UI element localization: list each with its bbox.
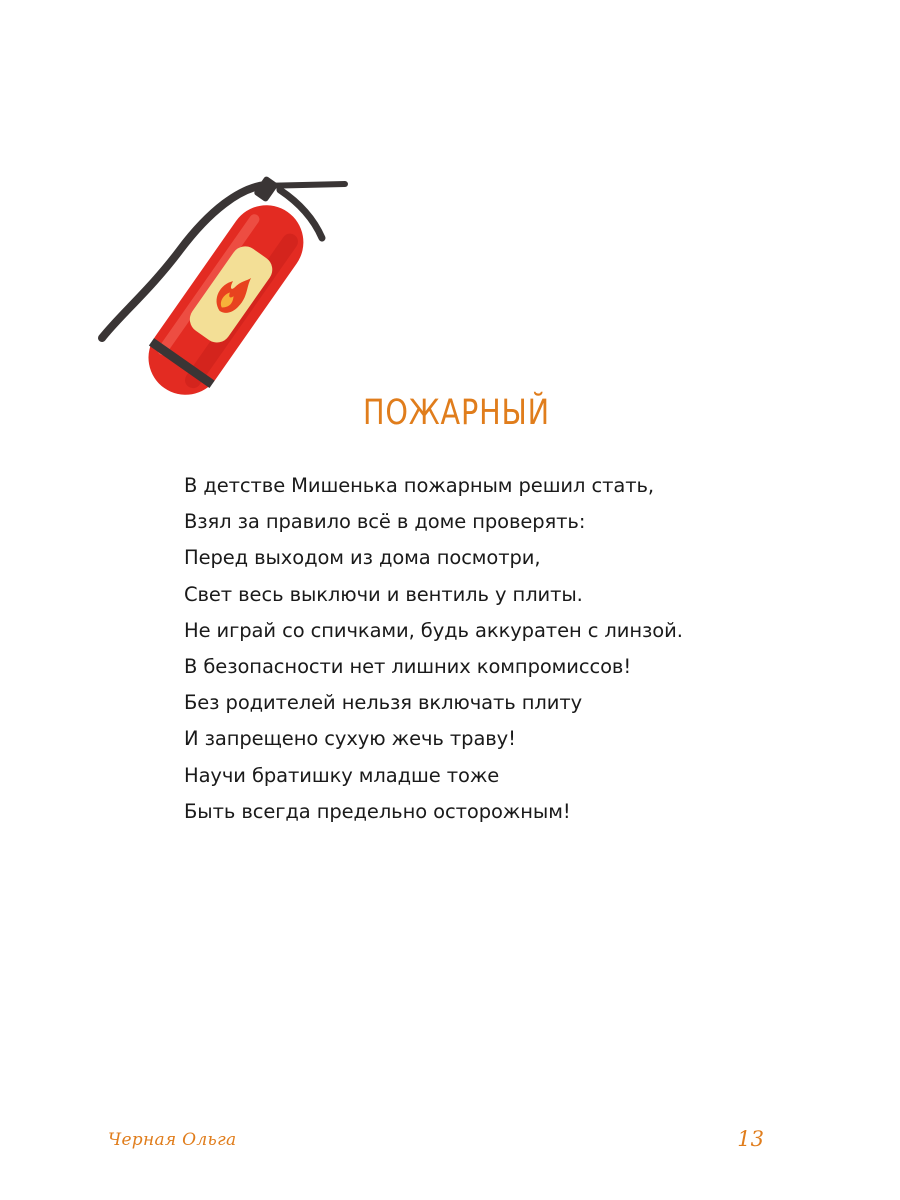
- poem-line: Без родителей нельзя включать плиту: [184, 691, 583, 715]
- poem-line: В детстве Мишенька пожарным решил стать,: [184, 474, 654, 497]
- poem-body: [184, 468, 824, 830]
- poem-line: И запрещено сухую жечь траву!: [184, 727, 516, 751]
- poem-line: Научи братишку младше тоже: [184, 763, 500, 787]
- poem-line: Быть всегда предельно осторожным!: [184, 799, 571, 823]
- fire-extinguisher-icon: [90, 170, 365, 410]
- poem-title: ПОЖАРНЫЙ: [363, 393, 550, 433]
- poem-line: Свет весь выключи и вентиль у плиты.: [184, 582, 583, 606]
- poem-line: В безопасности нет лишних компромиссов!: [184, 655, 632, 679]
- footer-author: Черная Ольга: [108, 1130, 237, 1150]
- poem-line: Перед выходом из дома посмотри,: [184, 546, 541, 570]
- page-number: 13: [737, 1127, 764, 1151]
- poem-line: Не играй со спичками, будь аккуратен с линзой.: [184, 618, 683, 642]
- poem-line: Взял за правило всё в доме проверять:: [184, 510, 586, 534]
